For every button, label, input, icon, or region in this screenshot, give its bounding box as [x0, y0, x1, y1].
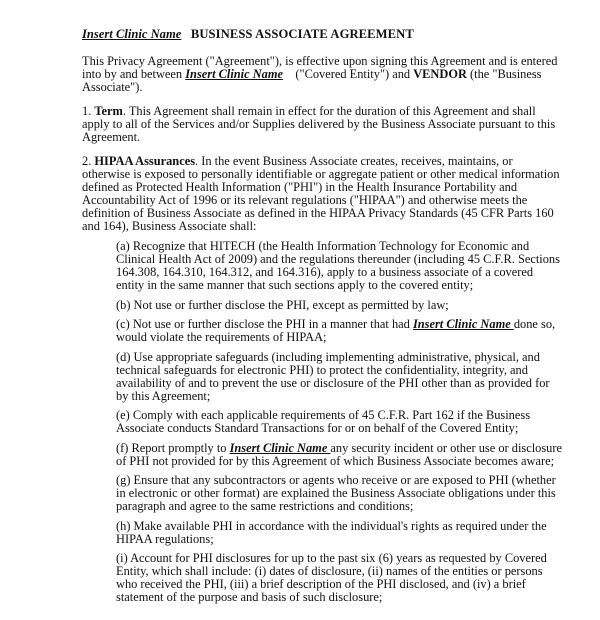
text-line: Accountability Act of 1996 or its relevant regulations ("HIPAA") and otherwise meets the: [82, 193, 528, 207]
text-line: This Privacy Agreement ("Agreement"), is effective upon signing this Agreement and is entered: [82, 54, 558, 68]
text-line: (g) Ensure that any subcontractors or agents who receive or are exposed to PHI (whether: [116, 473, 556, 487]
section-heading: HIPAA Assurances: [94, 154, 196, 168]
text-line: (b) Not use or further disclose the PHI, except as permitted by law;: [116, 297, 449, 312]
section-number: 2.: [82, 154, 95, 168]
text-line: defined as Protected Health Information ("PHI") in the Health Insurance Portability and: [82, 180, 518, 194]
text-line: (i) Account for PHI disclosures for up to the past six (6) years as requested by Covered: [116, 551, 547, 565]
text-line: Agreement.: [82, 130, 141, 144]
text-segment: (the "Business: [466, 67, 542, 81]
clinic-name-placeholder: Insert Clinic Name: [412, 317, 514, 331]
document-title: [82, 28, 552, 41]
clause-f: [116, 440, 562, 468]
text-line: by this Agreement;: [116, 388, 211, 403]
text-segment: ("Covered Entity") and: [292, 67, 414, 81]
clause-a: [116, 239, 560, 292]
text-line: Associate").: [82, 80, 143, 94]
text-line: of PHI not provided for by this Agreement of which Business Associate becomes aware;: [116, 453, 555, 468]
text-line: definition of Business Associate as defined in the HIPAA Privacy Standards (45 CFR Parts 160: [82, 206, 554, 220]
title-text: BUSINESS ASSOCIATE AGREEMENT: [190, 27, 414, 41]
text-line: Clinical Health Act of 2009) and the regulations thereunder (including 45 C.F.R. Sections: [116, 252, 560, 266]
text-segment: any security incident or other use or disclosure: [330, 440, 562, 455]
text-line: otherwise is exposed to personally identifiable or aggregate patient or other medical information: [82, 167, 560, 181]
text-segment: (f) Report promptly to: [116, 440, 230, 455]
text-segment: into by and between: [82, 67, 186, 81]
text-segment: . This Agreement shall remain in effect for the duration of this Agreement and shall: [122, 104, 536, 118]
intro-paragraph: [82, 54, 558, 94]
section-hipaa-assurances: [82, 154, 560, 233]
text-line: 164.308, 164.310, 164.312, and 164.316), apply to a business associate of a covered: [116, 265, 534, 279]
clause-h: [116, 520, 552, 546]
text-line: (a) Recognize that HITECH (the Health Information Technology for Economic and: [116, 239, 530, 253]
text-line: statement of the purpose and basis of such disclosure;: [116, 590, 383, 604]
text-line: would violate the requirements of HIPAA;: [116, 330, 327, 344]
text-line: (d) Use appropriate safeguards (including implementing administrative, physical, and: [116, 349, 540, 364]
text-line: apply to all of the Services and/or Supplies delivered by the Business Associate pursuant to this: [82, 117, 556, 131]
text-line: availability of and to prevent the use or disclosure of the PHI other than as provided for: [116, 375, 550, 390]
text-line: Entity, which shall include: (i) dates of disclosure, (ii) names of the entities or persons: [116, 564, 543, 578]
text-line: HIPAA regulations;: [116, 531, 214, 546]
section-heading: Term: [94, 104, 123, 118]
text-line: (h) Make available PHI in accordance with the individual's rights as required under the: [116, 518, 547, 533]
clinic-name-placeholder: Insert Clinic Name: [82, 27, 182, 41]
clinic-name-placeholder: Insert Clinic Name: [185, 67, 283, 81]
text-line: Associate conducts Standard Transactions for or on behalf of the Covered Entity;: [116, 421, 519, 435]
vendor-label: VENDOR: [413, 67, 467, 81]
clause-c: [116, 317, 556, 344]
text-line: who received the PHI, (iii) a brief description of the PHI disclosed, and (iv) a brief: [116, 577, 526, 591]
text-line: (e) Comply with each applicable requirements of 45 C.F.R. Part 162 if the Business: [116, 408, 531, 422]
clause-d: [116, 351, 552, 403]
text-segment: . In the event Business Associate creates, receives, maintains, or: [195, 154, 513, 168]
text-line: technical safeguards for electronic PHI) to protect the confidentiality, integrity, and: [116, 362, 528, 377]
section-number: 1.: [82, 104, 95, 118]
text-line: and 164), Business Associate shall:: [82, 219, 257, 233]
text-segment: done so,: [513, 317, 556, 331]
section-term: [82, 104, 556, 144]
text-line: in electronic or other format) are explained the Business Associate obligations under this: [116, 486, 556, 500]
document-page: [82, 27, 562, 611]
clause-e: [116, 409, 552, 435]
clause-b: [116, 299, 552, 312]
text-line: entity in the same manner that such sections apply to the covered entity;: [116, 278, 474, 292]
text-segment: (c) Not use or further disclose the PHI in a manner that had: [116, 317, 413, 331]
clause-g: [116, 473, 556, 513]
clause-i: [116, 552, 552, 604]
text-line: paragraph and agree to the same restrictions and conditions;: [116, 499, 414, 513]
text-line: [82, 68, 552, 81]
text-line: [116, 440, 562, 455]
clinic-name-placeholder: Insert Clinic Name: [229, 440, 331, 455]
